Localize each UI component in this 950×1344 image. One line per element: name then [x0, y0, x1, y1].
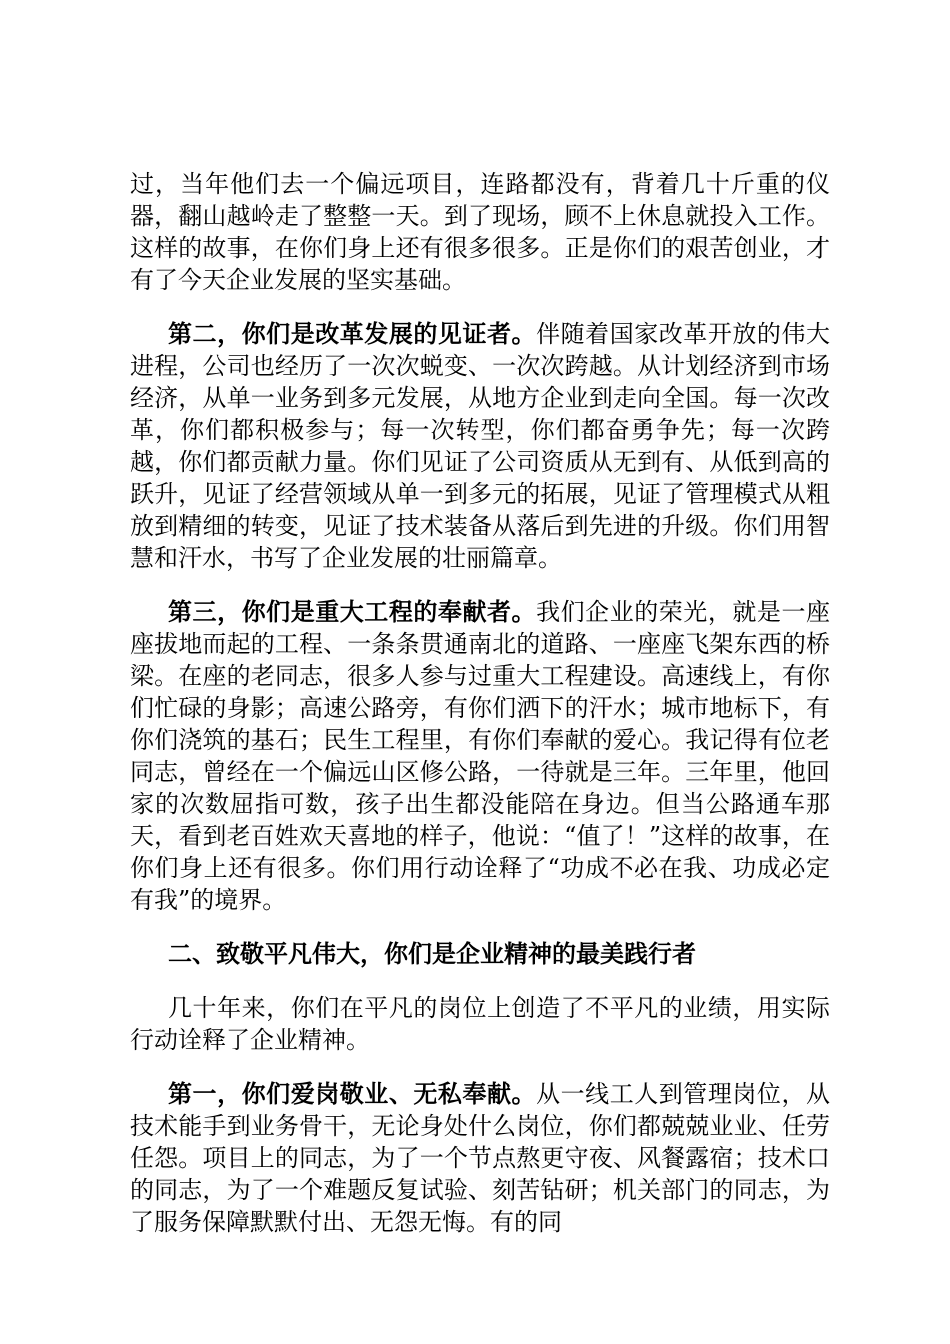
paragraph-text: 伴随着国家改革开放的伟大进程，公司也经历了一次次蜕变、一次次跨越。从计划经济到市场经济，从单一业务到多元发展，从地方企业到走向全国。每一次改革，你们都积极参与；每一次转型，你们都奋勇争先；每一次跨越，你们都贡献力量。你们见证了公司资质从无到有、从低到高的跃升，见证了经营领域从单一到多元的拓展，见证了管理模式从粗放到精细的转变，见证了技术装备从落后到先进的升级。你们用智慧和汗水，书写了企业发展的壮丽篇章。: [130, 320, 831, 572]
paragraph-text: 几十年来，你们在平凡的岗位上创造了不平凡的业绩，用实际行动诠释了企业精神。: [130, 994, 830, 1054]
paragraph-continued: [130, 168, 830, 296]
paragraph-project-contributor: [130, 596, 830, 916]
paragraph-text: 我们企业的荣光，就是一座座拔地而起的工程、一条条贯通南北的道路、一座座飞架东西的桥梁。在座的老同志，很多人参与过重大工程建设。高速线上，有你们忙碌的身影；高速公路旁，有你们洒下的汗水；城市地标下，有你们浇筑的基石；民生工程里，有你们奉献的爱心。我记得有位老同志，曾经在一个偏远山区修公路，一待就是三年。三年里，他回家的次数屈指可数，孩子出生都没能陪在身边。但当公路通车那天，看到老百姓欢天喜地的样子，他说：“值了！”这样的故事，在你们身上还有很多。你们用行动诠释了“功成不必在我、功成必定有我”的境界。: [130, 598, 831, 914]
document-body: [130, 168, 830, 1260]
paragraph-dedication: [130, 1078, 830, 1238]
paragraph-lead: 第三，你们是重大工程的奉献者。: [168, 597, 537, 626]
paragraph-lead: 第二，你们是改革发展的见证者。: [168, 319, 537, 348]
paragraph-intro: [130, 992, 830, 1056]
paragraph-text: 从一线工人到管理岗位，从技术能手到业务骨干，无论身处什么岗位，你们都兢兢业业、任劳任怨。项目上的同志，为了一个节点熬更守夜、风餐露宿；技术口的同志，为了一个难题反复试验、刻苦钻研；机关部门的同志，为了服务保障默默付出、无怨无悔。有的同: [130, 1080, 831, 1236]
paragraph-lead: 第一，你们爱岗敬业、无私奉献。: [168, 1079, 537, 1108]
section-heading: 二、致敬平凡伟大，你们是企业精神的最美践行者: [168, 939, 696, 968]
paragraph-reform-witness: [130, 318, 830, 574]
paragraph-text: 过，当年他们去一个偏远项目，连路都没有，背着几十斤重的仪器，翻山越岭走了整整一天。到了现场，顾不上休息就投入工作。这样的故事，在你们身上还有很多很多。正是你们的艰苦创业，才有了今天企业发展的坚实基础。: [130, 170, 830, 294]
